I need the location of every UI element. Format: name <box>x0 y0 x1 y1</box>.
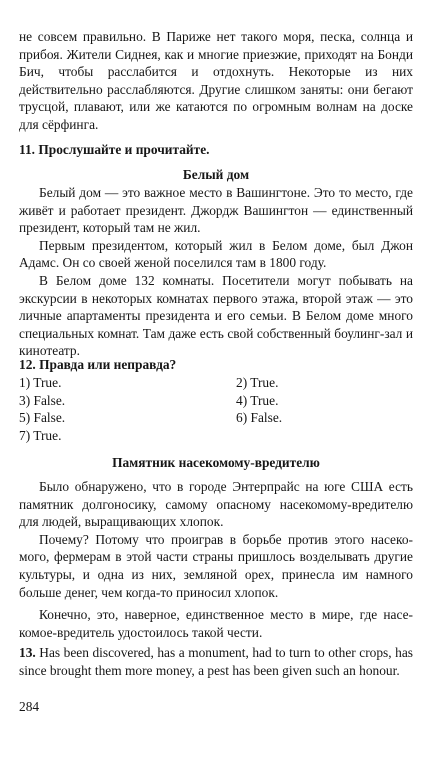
article-title: Памятник насекомому-вредителю <box>112 455 320 470</box>
answer-3: 3) False. <box>19 392 66 408</box>
white-house-paragraph-2: Первым президентом, который жил в Белом доме, был Джон Адамс. Он со своей женой поселился там в 1800 году. <box>19 237 413 271</box>
answer-1: 1) True. <box>19 375 62 390</box>
task-12-heading: 12. Правда или неправда? <box>19 357 177 372</box>
task-13 <box>19 644 413 679</box>
article-paragraph-1: Было обнаружено, что в городе Энтерпрайс на юге США есть памятник долгоносику, самому опасному насекомому-вредителю для людей, выращивающих хлопок. <box>19 479 413 530</box>
task-13-text: Has been discovered, has a monument, had to turn to other crops, has since brought them more money, a pest has been given such an honour. <box>19 645 413 678</box>
white-house-title: Белый дом <box>182 167 250 182</box>
white-house-text <box>19 184 413 360</box>
article-paragraph-2: Почему? Потому что проиграв в борьбе против этого насекомого, фермерам в этой части страны пришлось возделывать другие культуры, и одна из них, земляной орех, принесла им намного больше денег, чем когда-то приносил хлопок. <box>19 531 413 600</box>
answer-6: 6) False. <box>236 410 283 426</box>
white-house-paragraph-1: Белый дом — это важное место в Вашингтоне. Это то место, где живёт и работает президент. Джордж Вашингтон — единственный президент, который там не жил. <box>19 185 413 236</box>
white-house-paragraph-3: В Белом доме 132 комнаты. Посетители могут побывать на экскурсии в некоторых комнатах первого этажа, второй этаж — это личные апартаменты президента и его семьи. В Белом доме много специальных комнат. Там даже есть свой собственный боулинг-зал и кинотеатр. <box>19 272 413 359</box>
answer-4: 4) True. <box>236 392 279 408</box>
task-13-number: 13. <box>19 645 36 660</box>
task-12-answers <box>19 374 413 444</box>
task-11-heading: 11. Прослушайте и прочитайте. <box>19 142 210 157</box>
intro-paragraph: не совсем правильно. В Париже нет такого моря, песка, солнца и прибоя. Жители Сиднея, как и многие приезжие, приходят на Бонди Бич, чтобы расслабится и отдохнуть. Некоторые из них действительно расслабляются. Другие слишком заняты: они бегают трусцой, плавают, или же катаются по огромным волнам на доске для сёрфинга. <box>19 29 413 132</box>
answer-5: 5) False. <box>19 410 66 426</box>
answer-7: 7) True. <box>19 427 62 443</box>
page-number: 284 <box>19 699 40 714</box>
article-text <box>19 478 413 601</box>
article-paragraph-3: Конечно, это, наверное, единственное место в мире, где насекомое-вредитель удостоилось такой чести. <box>19 607 413 640</box>
answer-2: 2) True. <box>236 375 279 390</box>
